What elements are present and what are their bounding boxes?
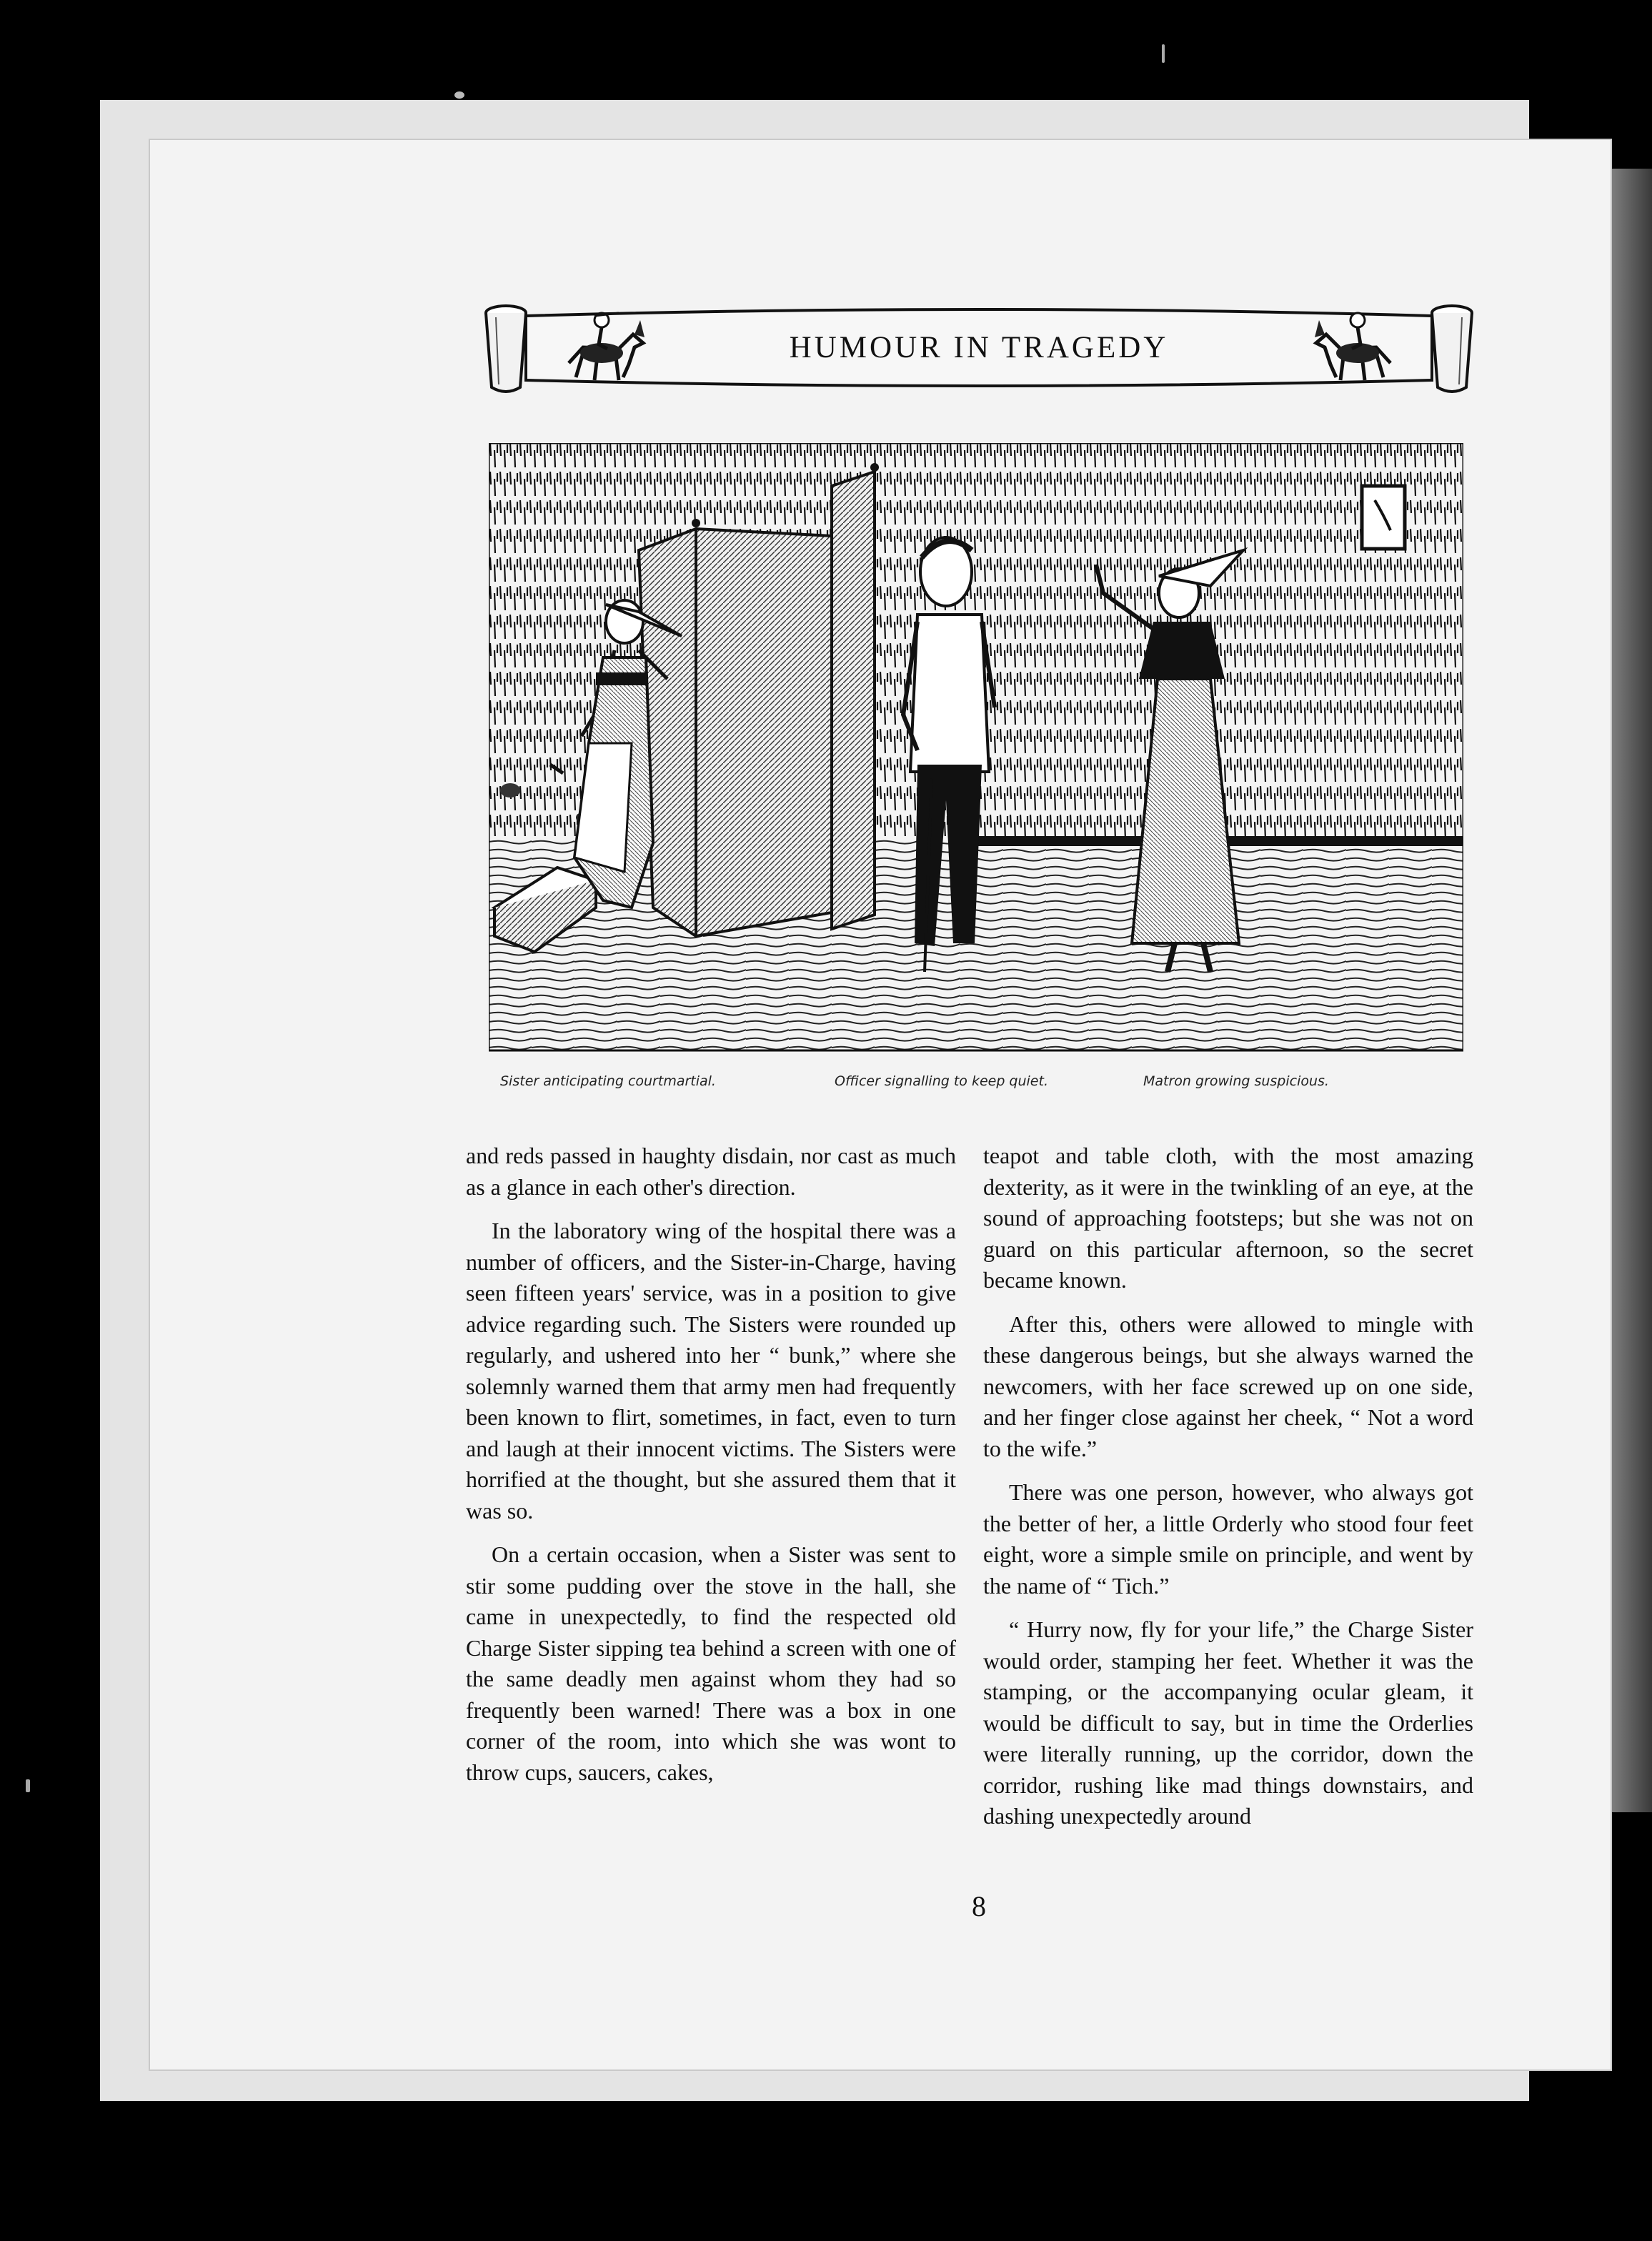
caption-matron: Matron growing suspicious. [1143, 1073, 1329, 1089]
paragraph: On a certain occasion, when a Sister was sent to stir some pudding over the stove in the hall, she came in unexpectedly, to find the respected old Charge Sister sipping tea behind a screen with one of the same deadly men against whom they had so frequently been warned! There was a box in one corner of the room, into which she was wont to throw cups, saucers, cakes, [466, 1541, 956, 1785]
hospital-scene-illustration [489, 443, 1463, 1072]
text-column-left [466, 1141, 956, 1788]
paragraph: teapot and table cloth, with the most amazing dexterity, as it were in the twinkling of an eye, at the sound of approaching footsteps; but she was not on guard on this particular afternoon, so the secret became known. [983, 1143, 1473, 1293]
page-title: HUMOUR IN TRAGEDY [789, 331, 1169, 364]
dust-speck [454, 91, 464, 99]
page-number: 8 [972, 1890, 986, 1922]
paragraph: In the laboratory wing of the hospital there was a number of officers, and the Sister-in-Charge, having seen fifteen years' service, was in a position to give advice regarding such. The Sisters were rounded up regularly, and ushered into her “ bunk,” where she solemnly warned them that army men had frequently been known to flirt, sometimes, in fact, even to turn and laugh at their innocent victims. The Sisters were horrified at the thought, but she assured them that it was so. [466, 1218, 956, 1524]
dust-speck [26, 1779, 30, 1792]
text-column-right [983, 1141, 1473, 1832]
illustration [489, 443, 1463, 1072]
paragraph: and reds passed in haughty disdain, nor cast as much as a glance in each other's direction. [466, 1143, 956, 1200]
caption-officer: Officer signalling to keep quiet. [835, 1073, 1048, 1089]
paragraph: There was one person, however, who always got the better of her, a little Orderly who stood four feet eight, wore a simple smile on principle, and went by the name of “ Tich.” [983, 1479, 1473, 1599]
dust-speck [1162, 44, 1165, 63]
caption-sister: Sister anticipating courtmartial. [500, 1073, 716, 1089]
title-banner [476, 296, 1482, 400]
book-edge-shadow [1605, 169, 1652, 1812]
paragraph: “ Hurry now, fly for your life,” the Charge Sister would order, stamping her feet. Whether it was the stamping, or the accompanying ocular gleam, it would be difficult to say, but in time the Orderlies were literally running, up the corridor, down the corridor, rushing like mad things downstairs, and dashing unexpectedly around [983, 1616, 1473, 1829]
paragraph: After this, others were allowed to mingle with these dangerous beings, but she always warned the newcomers, with her face screwed up on one side, and her finger close against her cheek, “ Not a word to the wife.” [983, 1311, 1473, 1461]
illustration-captions [500, 1073, 1429, 1099]
